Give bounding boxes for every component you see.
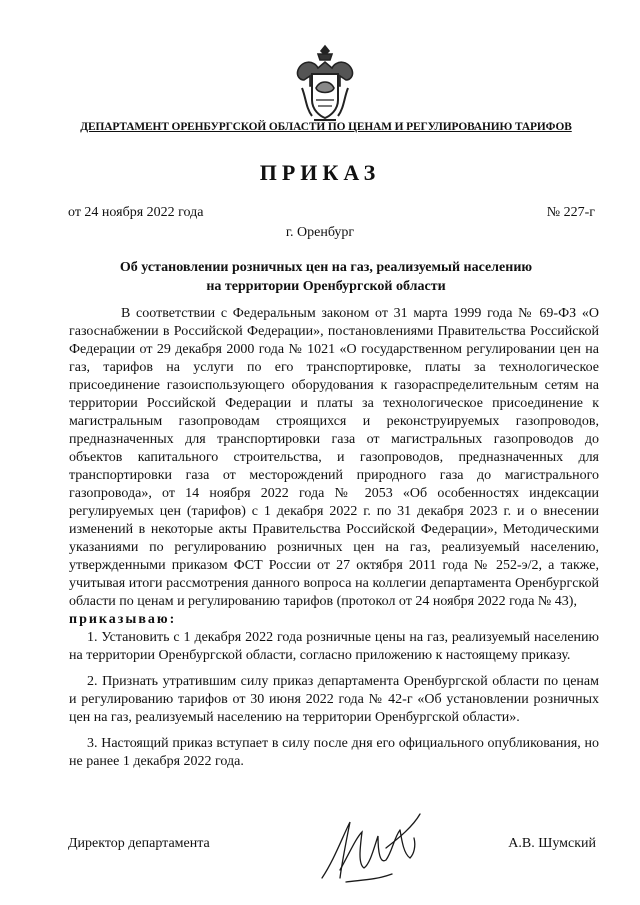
document-body [69, 305, 599, 771]
heading-line-1: Об установлении розничных цен на газ, реализуемый населению [119, 260, 533, 275]
department-name: ДЕПАРТАМЕНТ ОРЕНБУРГСКОЙ ОБЛАСТИ ПО ЦЕНАМ И РЕГУЛИРОВАНИЮ ТАРИФОВ [80, 121, 572, 133]
document-title: ПРИКАЗ [259, 160, 381, 185]
document-number: № 227-г [546, 205, 595, 220]
signatory-title: Директор департамента [68, 836, 210, 851]
heading-line-2: на территории Оренбургской области [206, 279, 446, 294]
handwritten-signature [316, 808, 426, 888]
document-heading [60, 258, 592, 296]
coat-of-arms-emblem [292, 44, 358, 124]
orders-word: приказываю: [69, 612, 177, 627]
order-item-2: 2. Признать утратившим силу приказ департамента Оренбургской области по ценам и регулированию тарифов от 30 июня 2022 года № 42-г «Об установлении розничных цен на газ, реализуемый населению на территории Оренбургской области». [69, 674, 599, 725]
order-item-1: 1. Установить с 1 декабря 2022 года розничные цены на газ, реализуемый населению на территории Оренбургской области, согласно приложению к настоящему приказу. [69, 630, 599, 663]
signatory-name: А.В. Шумский [508, 836, 596, 851]
document-city: г. Оренбург [285, 225, 355, 240]
preamble-paragraph [69, 305, 599, 611]
preamble-text: В соответствии с Федеральным законом от 31 марта 1999 года № 69-ФЗ «О газоснабжении в Российской Федерации», постановлениями Правительства Российской Федерации от 29 декабря 2000 года № 1021 «О государственном регулировании цен на газ, тарифов на услуги по его транспортировке, платы за технологическое присоединение газоиспользующего оборудования к газораспределительным сетям на территории Российской Федерации и платы за технологическое присоединение к магистральным газопроводам строящихся и реконструируемых газопроводов, предназначенных для транспортировки газа от магистральных газопроводов до объектов капитального строительства, и газопроводов, предназначенных для транспортировки газа от месторождений природного газа до магистрального газопровода», от 14 ноября 2022 года № 2053 «Об особенностях индексации регулируемых цен (тарифов) с 1 декабря 2022 г. по 31 декабря 2023 г. и о внесении изменений в некоторые акты Правительства Российской Федерации», Методическими указаниями по регулированию розничных цен на газ, реализуемый населению, утвержденными приказом ФСТ России от 27 октября 2011 года № 252-э/2, а также, учитывая итоги рассмотрения данного вопроса на коллегии департамента Оренбургской области по ценам и регулированию тарифов (протокол от 24 ноября 2022 года № 43), [69, 306, 599, 609]
orders-paragraph [69, 611, 599, 629]
order-item-3: 3. Настоящий приказ вступает в силу после дня его официального опубликования, но не ранее 1 декабря 2022 года. [69, 736, 599, 769]
document-date: от 24 ноября 2022 года [68, 205, 204, 220]
